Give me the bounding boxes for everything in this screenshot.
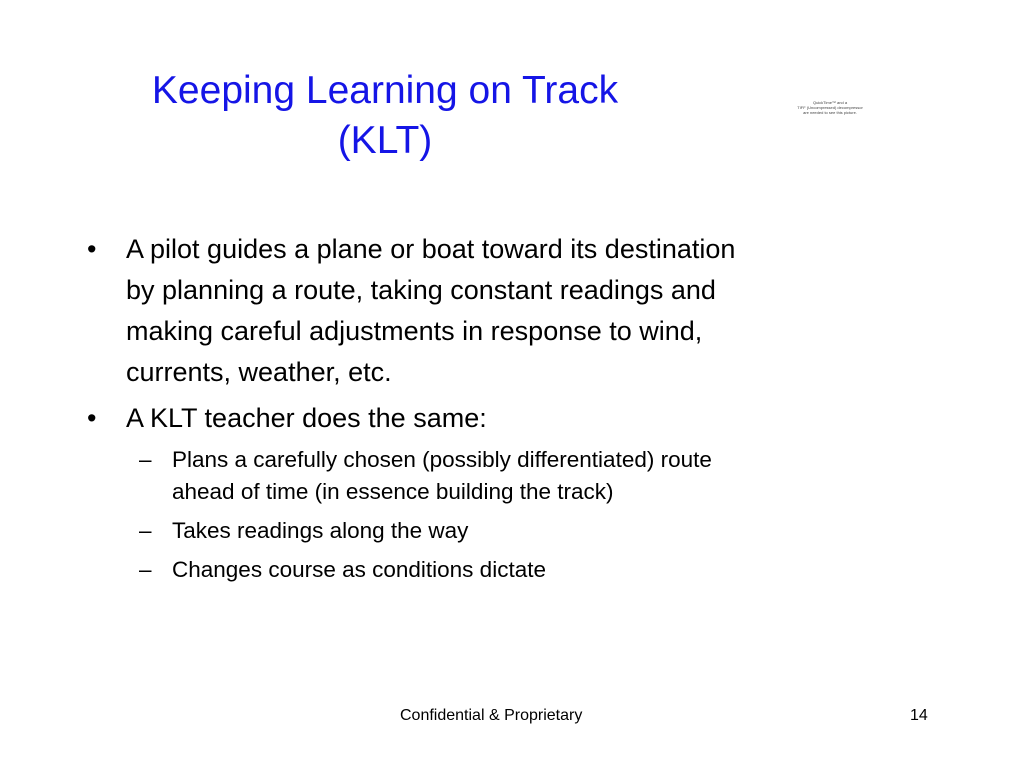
sub-bullet-line: Takes readings along the way [172,518,469,543]
bullet-line: currents, weather, etc. [126,357,392,387]
bullet-line: making careful adjustments in response to wind, [126,316,703,346]
placeholder-text-3: are needed to see this picture. [803,110,857,115]
bullet-line: A KLT teacher does the same: [126,403,487,433]
bullet-item [84,398,934,439]
sub-bullet-marker: – [139,518,152,543]
sub-bullet-item [84,444,934,508]
bullet-marker: • [87,234,97,264]
sub-bullet-line: Plans a carefully chosen (possibly differentiated) route [172,447,712,472]
page-number: 14 [910,707,928,724]
placeholder-text-1: QuickTime™ and a [812,100,848,105]
footer-confidential: Confidential & Proprietary [400,707,583,724]
bullet-line: A pilot guides a plane or boat toward its destination [126,234,736,264]
missing-picture-placeholder [770,100,890,115]
sub-bullet-marker: – [139,557,152,582]
sub-bullet-item [84,515,934,547]
sub-bullet-marker: – [139,447,152,472]
title-line-1: Keeping Learning on Track [151,69,619,112]
slide-title [110,66,660,166]
bullet-item [84,229,934,393]
bullet-line: by planning a route, taking constant readings and [126,275,716,305]
slide-body [84,229,934,593]
title-line-2: (KLT) [337,119,433,162]
sub-bullet-line: ahead of time (in essence building the track) [172,479,614,504]
bullet-marker: • [87,403,97,433]
sub-bullet-line: Changes course as conditions dictate [172,557,546,582]
placeholder-text-2: TIFF (Uncompressed) decompressor [797,105,863,110]
sub-bullet-item [84,554,934,586]
